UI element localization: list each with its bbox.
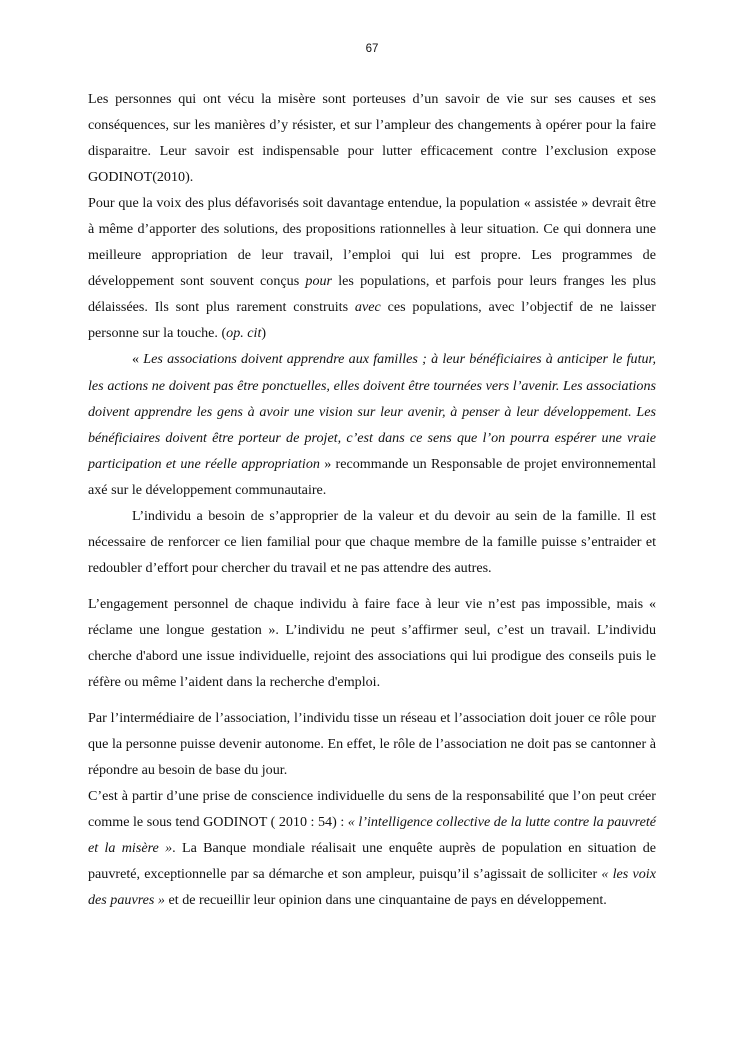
document-body [88, 86, 656, 913]
text-run: Par l’intermédiaire de l’association, l’individu tisse un réseau et l’association doit jouer ce rôle pour que la personne puisse devenir autonome. En effet, le rôle de l’association ne doit pas se cantonner à répondre au besoin de base du jour. [88, 710, 656, 779]
italic-run: op. cit [226, 325, 262, 342]
italic-run: pour [305, 273, 333, 290]
italic-run: « les voix des pauvres » [88, 866, 656, 909]
paragraph-intermediaire [88, 705, 656, 783]
text-run: Les personnes qui ont vécu la misère sont porteuses d’un savoir de vie sur ses causes et ses conséquences, sur les manières d’y résister, et sur l’ampleur des changements à opérer pour la faire disparaitre. Leur savoir est indispensable pour lutter efficacement contre l’exclusion expose GODINOT(2010). [88, 91, 656, 186]
italic-run: Les associations doivent apprendre aux familles ; à leur bénéficiaires à anticiper le futur, les actions ne doivent pas être ponctuelles, elles doivent être tournées vers l’avenir. Les associations doivent apprendre les gens à avoir une vision sur leur avenir, à penser à leur développement. Les bénéficiaires doivent être porteur de projet, c’est dans ce sens que l’on pourra espérer une vraie participation et une réelle appropriation [88, 351, 657, 472]
text-run: L’individu a besoin de s’approprier de la valeur et du devoir au sein de la famille. Il est nécessaire de renforcer ce lien familial pour que chaque membre de la famille puisse s’entraider et redoubler d’effort pour chercher du travail et ne pas attendre des autres. [88, 507, 656, 576]
text-run: ces populations, avec l’objectif de ne laisser personne sur la touche. ( [88, 299, 656, 342]
text-run: C’est à partir d’une prise de conscience individuelle du sens de la responsabilité que l’on peut créer comme le sous tend GODINOT ( 2010 : 54) : [88, 788, 656, 831]
italic-run: « l’intelligence collective de la lutte contre la pauvreté et la misère » [88, 814, 656, 857]
paragraph-prise-conscience [88, 783, 656, 913]
text-run: « [132, 351, 144, 368]
paragraph-quote-associations [88, 346, 656, 502]
paragraph-misere [88, 86, 656, 190]
paragraph-engagement [88, 591, 656, 695]
paragraph-voix-defavorises [88, 190, 656, 346]
paragraph-individu-famille [88, 503, 656, 581]
text-run: L’engagement personnel de chaque individu à faire face à leur vie n’est pas impossible, mais « réclame une longue gestation ». L’individu ne peut s’affirmer seul, c’est un travail. L’individu cherche d'abord une issue individuelle, rejoint des associations qui lui prodigue des conseils puis le réfère ou même l’aident dans la recherche d'emploi. [88, 595, 656, 691]
text-run: et de recueillir leur opinion dans une cinquantaine de pays en développement. [164, 892, 607, 909]
text-run: Pour que la voix des plus défavorisés soit davantage entendue, la population « assistée » devrait être à même d’apporter des solutions, des propositions rationnelles à leur situation. Ce qui donnera une meilleure appropriation de leur travail, l’emploi qui lui est propre. Les programmes de développement sont souvent conçus [88, 195, 656, 290]
text-run: ) [261, 325, 267, 342]
text-run: . La Banque mondiale réalisait une enquête auprès de population en situation de pauvreté, exceptionnelle par sa démarche et son ampleur, puisqu’il s’agissait de solliciter [88, 840, 656, 883]
text-run: les populations, et parfois pour leurs franges les plus délaissées. Ils sont plus rarement construits [88, 273, 657, 316]
text-run: » recommande un Responsable de projet environnemental axé sur le développement communautaire. [88, 455, 656, 498]
italic-run: avec [354, 299, 381, 316]
page-number: 67 [365, 43, 379, 55]
